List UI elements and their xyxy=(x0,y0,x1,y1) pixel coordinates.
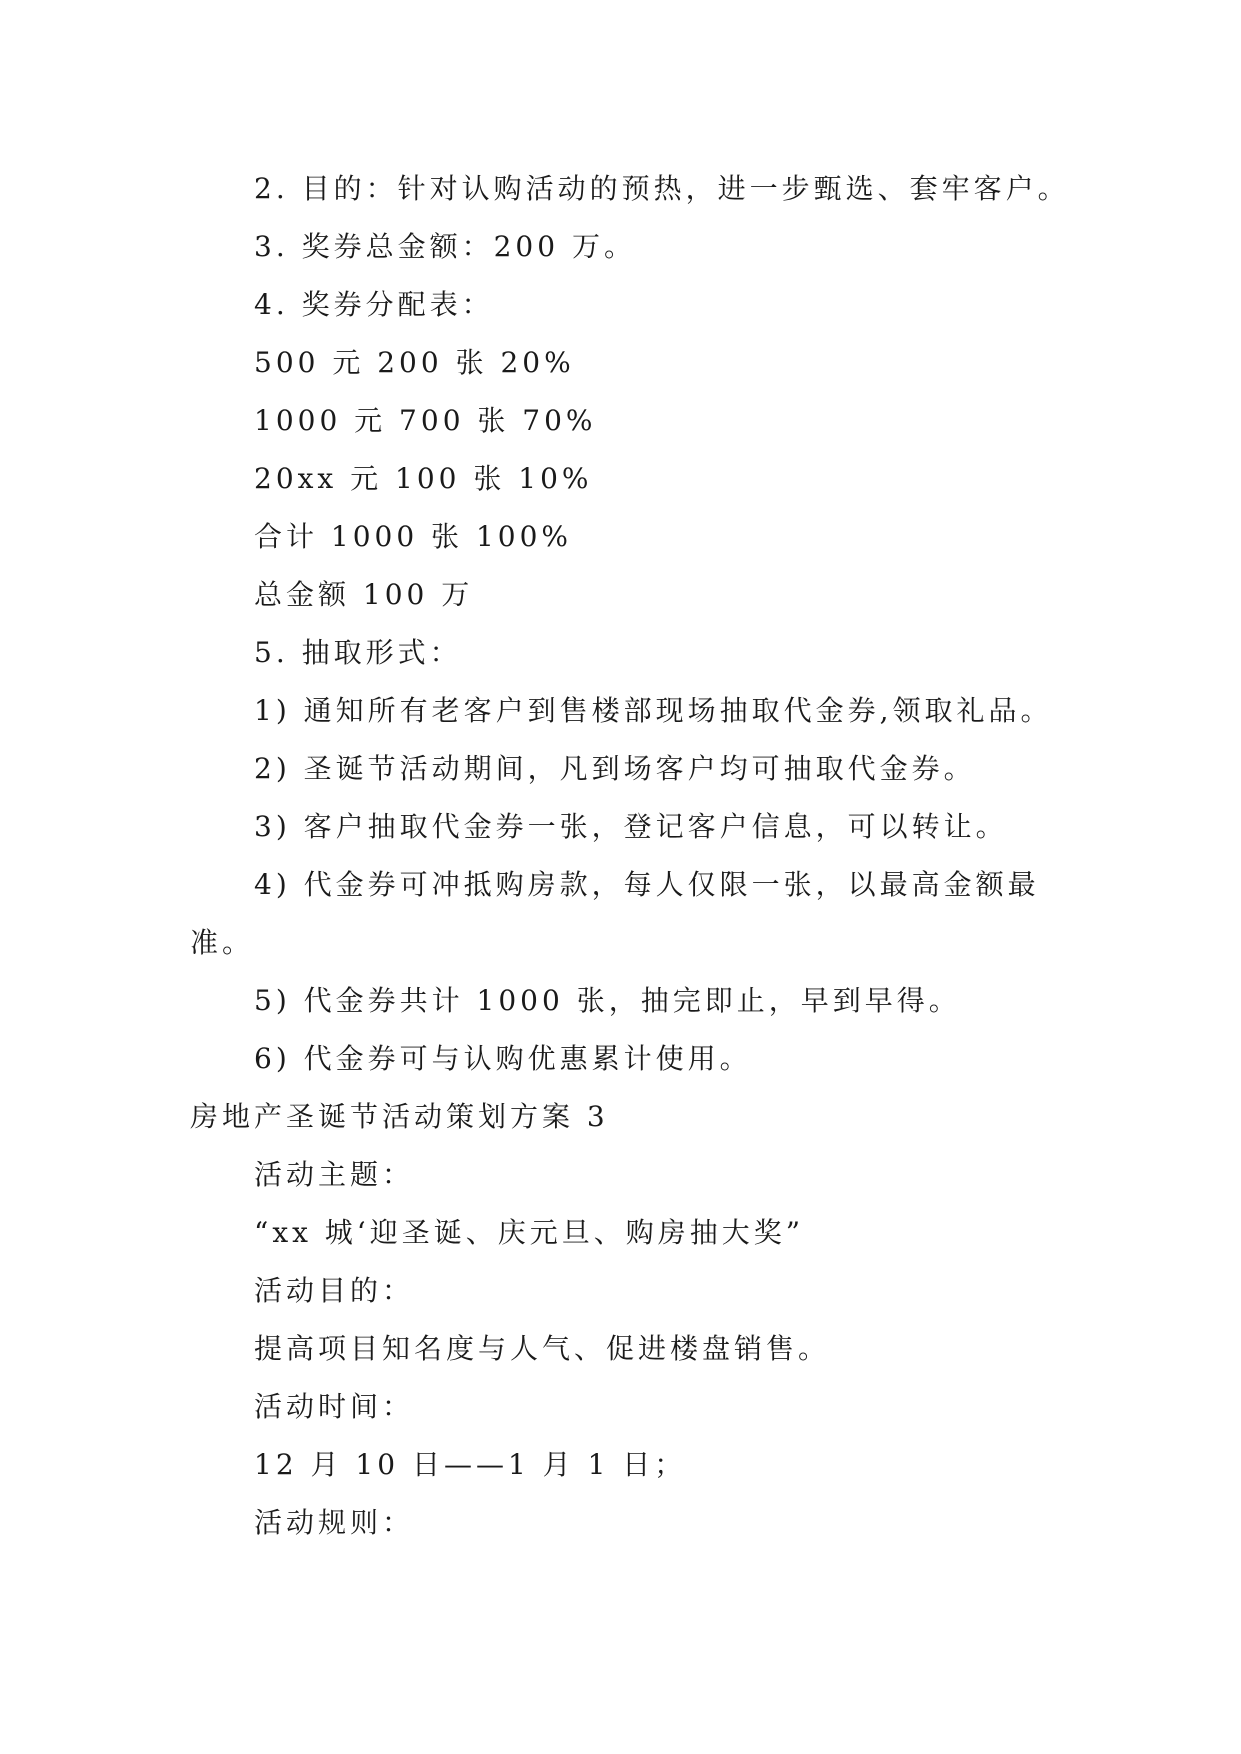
paragraph-total-amount: 3. 奖券总金额：200 万。 xyxy=(254,230,636,263)
section-heading-plan-3: 房地产圣诞节活动策划方案 3 xyxy=(190,1100,609,1133)
allocation-row-total-count: 合计 1000 张 100% xyxy=(254,520,573,553)
draw-rule-1: 1) 通知所有老客户到售楼部现场抽取代金券,领取礼品。 xyxy=(254,694,1053,727)
allocation-row-total-amount: 总金额 100 万 xyxy=(254,578,474,611)
activity-purpose-label: 活动目的： xyxy=(254,1274,415,1307)
draw-rule-6: 6) 代金券可与认购优惠累计使用。 xyxy=(254,1042,752,1075)
activity-time-value: 12 月 10 日——1 月 1 日； xyxy=(254,1448,687,1481)
draw-rule-2: 2) 圣诞节活动期间，凡到场客户均可抽取代金券。 xyxy=(254,752,976,785)
allocation-row-20xx: 20xx 元 100 张 10% xyxy=(254,462,593,495)
paragraph-allocation-heading: 4. 奖券分配表： xyxy=(254,288,494,321)
document-body xyxy=(190,160,1070,1552)
paragraph-purpose: 2. 目的：针对认购活动的预热，进一步甄选、套牢客户。 xyxy=(254,172,1070,205)
draw-rule-3: 3) 客户抽取代金券一张，登记客户信息，可以转让。 xyxy=(254,810,1008,843)
allocation-row-1000: 1000 元 700 张 70% xyxy=(254,404,597,437)
activity-theme-label: 活动主题： xyxy=(254,1158,415,1191)
activity-rules-label: 活动规则： xyxy=(254,1506,415,1539)
draw-rule-5: 5) 代金券共计 1000 张，抽完即止，早到早得。 xyxy=(254,984,961,1017)
paragraph-draw-format-heading: 5. 抽取形式： xyxy=(254,636,462,669)
draw-rule-4-line-1: 4) 代金券可冲抵购房款，每人仅限一张，以最高金额最 xyxy=(254,868,1040,901)
activity-purpose-value: 提高项目知名度与人气、促进楼盘销售。 xyxy=(254,1332,831,1365)
activity-time-label: 活动时间： xyxy=(254,1390,415,1423)
activity-theme-value: “xx 城‘迎圣诞、庆元旦、购房抽大奖” xyxy=(254,1216,805,1249)
allocation-row-500: 500 元 200 张 20% xyxy=(254,346,575,379)
draw-rule-4-line-2: 准。 xyxy=(190,926,255,959)
